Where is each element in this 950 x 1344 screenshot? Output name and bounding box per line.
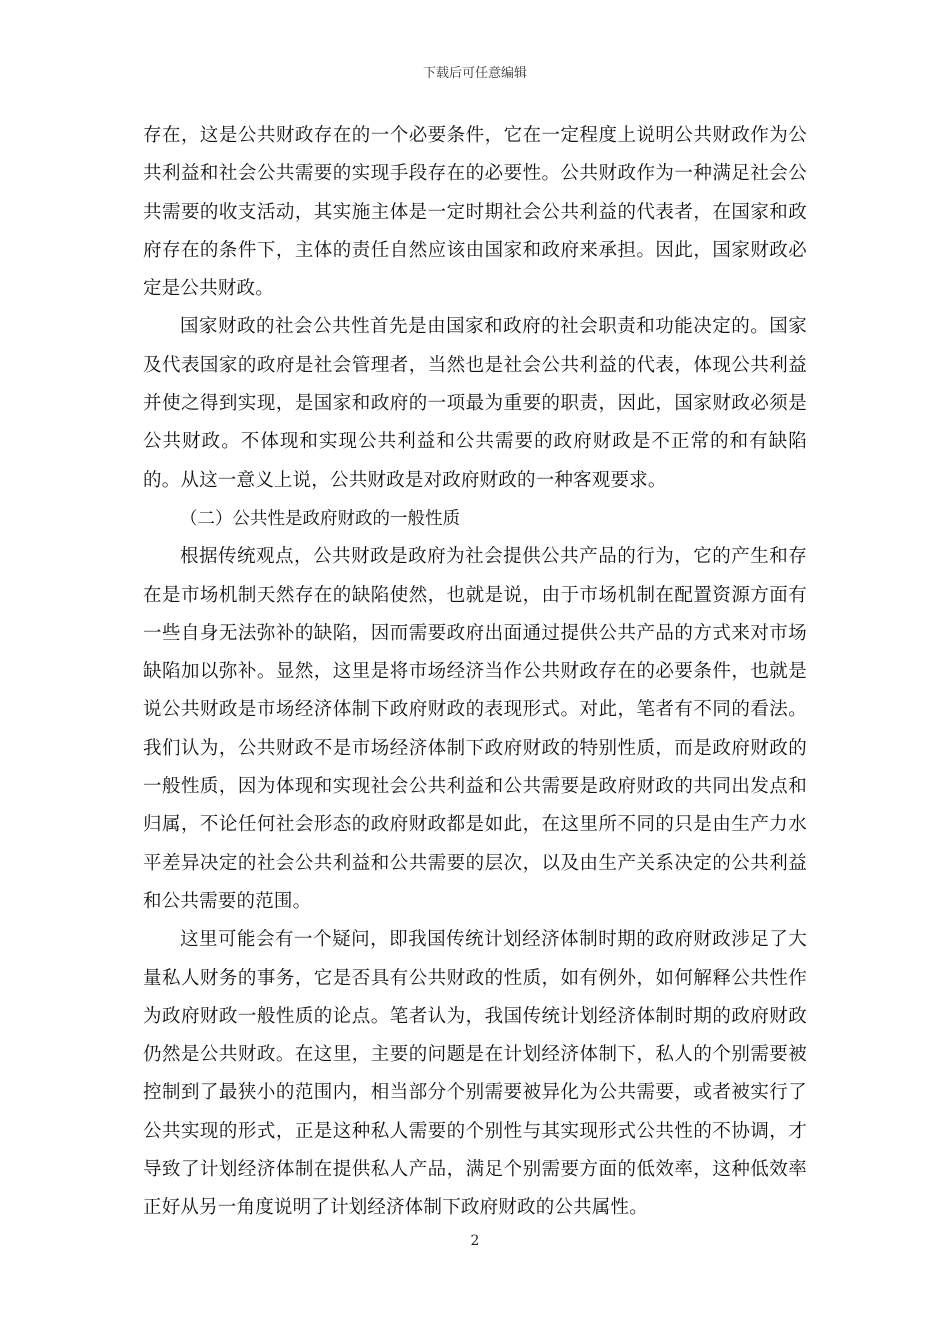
paragraph-continuation: 存在，这是公共财政存在的一个必要条件，它在一定程度上说明公共财政作为公共利益和社会公共需要的实现手段存在的必要性。公共财政作为一种满足社会公共需要的收支活动，其实施主体是一定时期社会公共利益的代表者，在国家和政府存在的条件下，主体的责任自然应该由国家和政府来承担。因此，国家财政必定是公共财政。 xyxy=(143,125,807,300)
paragraph-traditional-view: 根据传统观点，公共财政是政府为社会提供公共产品的行为，它的产生和存在是市场机制天然存在的缺陷使然，也就是说，由于市场机制在配置资源方面有一些自身无法弥补的缺陷，因而需要政府出面通过提供公共产品的方式来对市场缺陷加以弥补。显然，这里是将市场经济当作公共财政存在的必要条件，也就是说公共财政是市场经济体制下政府财政的表现形式。对此，笔者有不同的看法。我们认为，公共财政不是市场经济体制下政府财政的特别性质，而是政府财政的一般性质，因为体现和实现社会公共利益和公共需要是政府财政的共同出发点和归属，不论任何社会形态的政府财政都是如此，在这里所不同的只是由生产力水平差异决定的社会公共利益和公共需要的层次，以及由生产关系决定的公共利益和公共需要的范围。 xyxy=(143,546,807,912)
paragraph-planned-economy: 这里可能会有一个疑问，即我国传统计划经济体制时期的政府财政涉足了大量私人财务的事务，它是否具有公共财政的性质，如有例外，如何解释公共性作为政府财政一般性质的论点。笔者认为，我国传统计划经济体制时期的政府财政仍然是公共财政。在这里，主要的问题是在计划经济体制下，私人的个别需要被控制到了最狭小的范围内，相当部分个别需要被异化为公共需要，或者被实行了公共实现的形式，正是这种私人需要的个别性与其实现形式公共性的不协调，才导致了计划经济体制在提供私人产品，满足个别需要方面的低效率，这种低效率正好从另一角度说明了计划经济体制下政府财政的公共属性。 xyxy=(143,929,807,1219)
paragraph-national-finance: 国家财政的社会公共性首先是由国家和政府的社会职责和功能决定的。国家及代表国家的政府是社会管理者，当然也是社会公共利益的代表，体现公共利益并使之得到实现，是国家和政府的一项最为重要的职责，因此，国家财政必须是公共财政。不体现和实现公共利益和公共需要的政府财政是不正常的和有缺陷的。从这一意义上说，公共财政是对政府财政的一种客观要求。 xyxy=(143,316,807,491)
document-body xyxy=(143,117,807,1228)
page-header: 下载后可任意编辑 xyxy=(422,66,527,81)
page-number: 2 xyxy=(470,1233,480,1249)
section-heading: （二）公共性是政府财政的一般性质 xyxy=(180,508,460,529)
